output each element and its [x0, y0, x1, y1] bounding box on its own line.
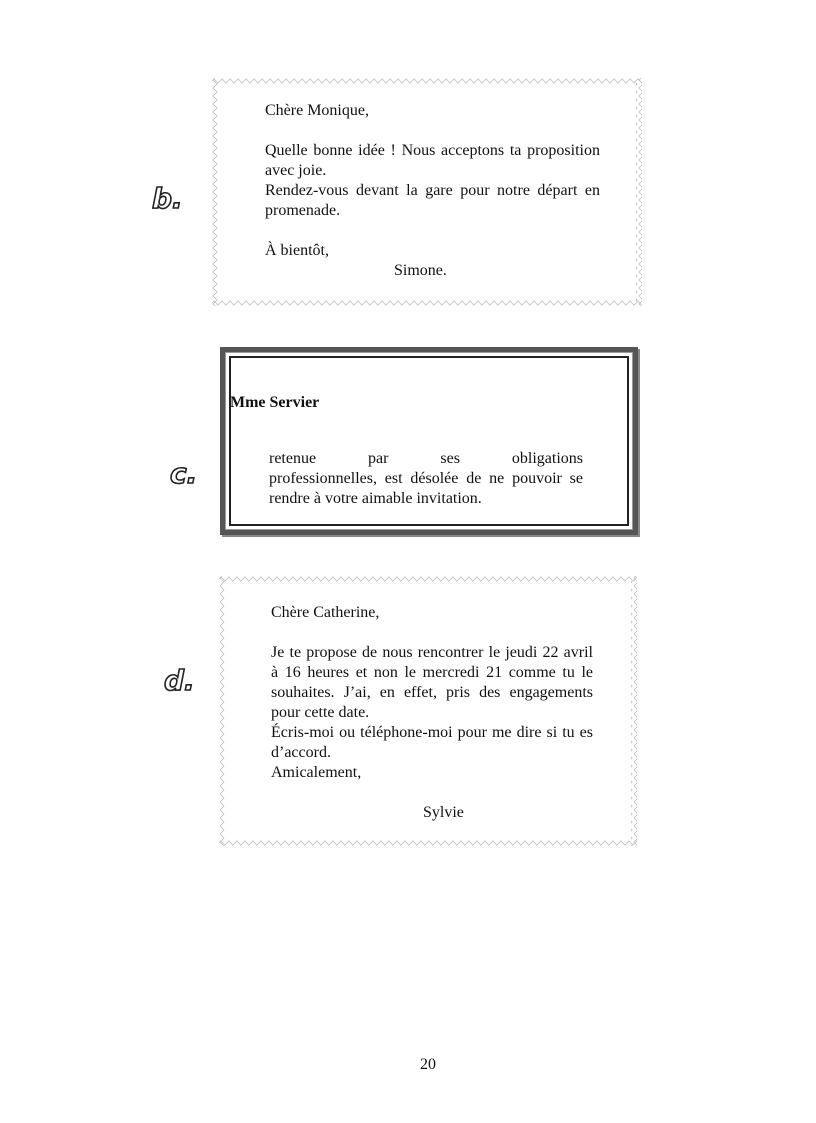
svg-text:d.: d. — [164, 664, 195, 696]
letter-d-closing: Amicalement, — [271, 764, 362, 781]
letter-d-signature: Sylvie — [423, 804, 464, 821]
letter-c-word: par — [368, 450, 389, 467]
letter-b-closing: À bientôt, — [265, 242, 329, 259]
letter-c-word: obligations — [511, 450, 583, 467]
letter-d-paragraph: Je te propose de nous rencontrer le jeudi 22 avril à 16 heures et non le mercredi 21 comme tu le souhaites. J’ai, en effet, pris des engagements pour cette date. — [271, 644, 593, 721]
letter-marker-b — [150, 180, 186, 219]
letter-d-text — [271, 603, 593, 823]
page-number: 20 — [420, 1056, 436, 1073]
letter-b-greeting: Chère Monique, — [265, 102, 369, 119]
letter-marker-d — [162, 662, 198, 701]
letter-b-signature: Simone. — [394, 262, 447, 279]
letter-c-text: professionnelles, est désolée de ne pouvoir se rendre à votre aimable invitation. — [269, 470, 583, 507]
svg-text:c.: c. — [170, 457, 198, 489]
letter-c-sender: Mme Servier — [230, 394, 320, 411]
letter-d-greeting: Chère Catherine, — [271, 604, 380, 621]
letter-b-text — [265, 101, 600, 281]
letter-c-body — [269, 449, 583, 509]
letter-b-paragraph: Rendez-vous devant la gare pour notre départ en promenade. — [265, 182, 600, 219]
letter-d-paragraph: Écris-moi ou téléphone-moi pour me dire si tu es d’accord. — [271, 724, 593, 761]
svg-text:b.: b. — [152, 182, 183, 214]
letter-c-first-line — [269, 449, 583, 469]
letter-c-word: ses — [440, 450, 460, 467]
letter-c-word: retenue — [269, 450, 317, 467]
letter-marker-c — [168, 455, 204, 494]
letter-b-paragraph: Quelle bonne idée ! Nous acceptons ta proposition avec joie. — [265, 142, 600, 179]
